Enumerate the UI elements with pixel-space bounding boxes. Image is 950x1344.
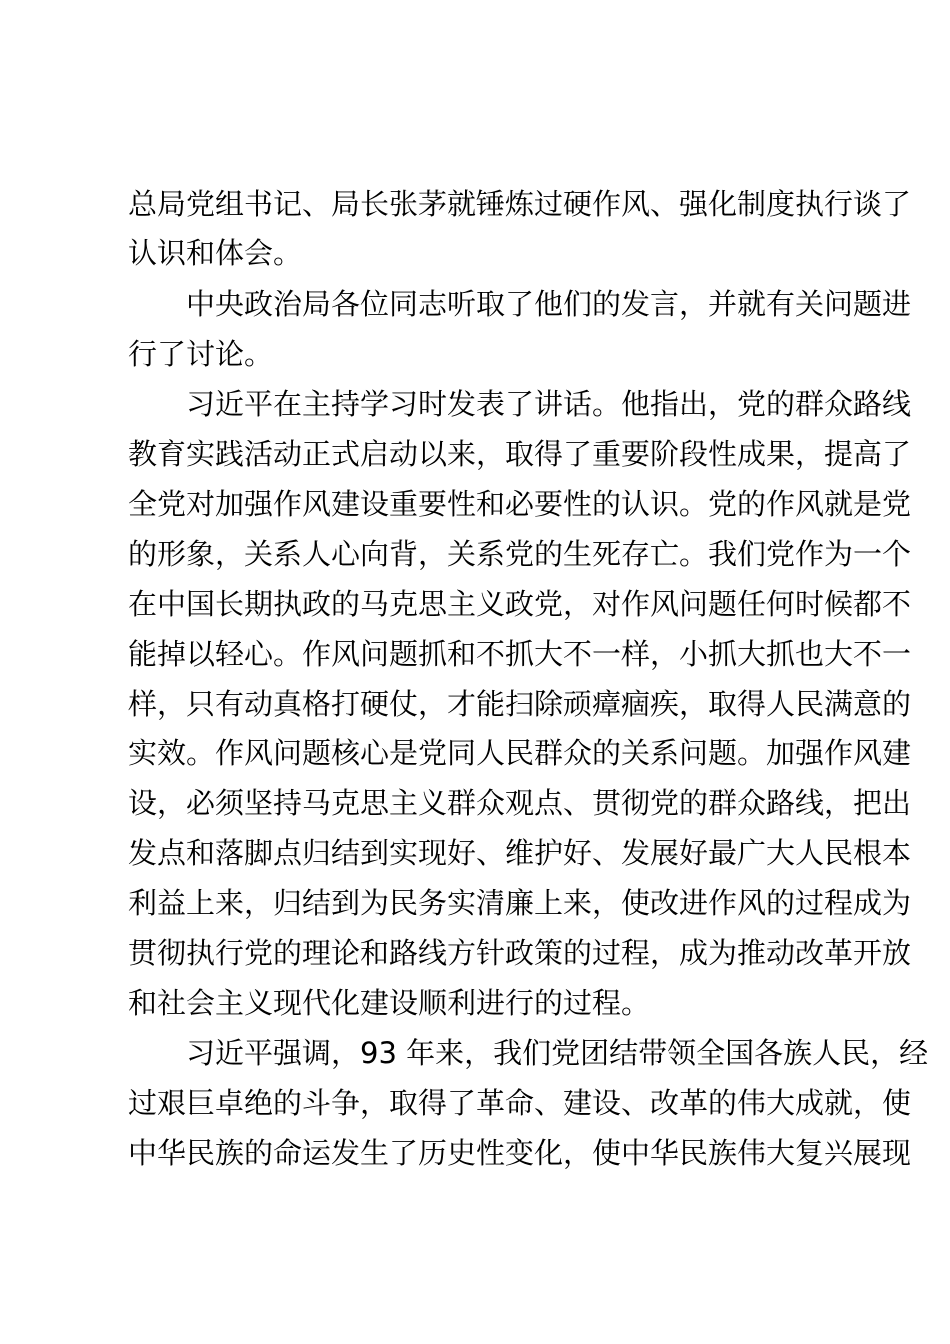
text-line: 贯彻执行党的理论和路线方针政策的过程，成为推动改革开放: [128, 936, 912, 970]
text-line: 在中国长期执政的马克思主义政党，对作风问题任何时候都不: [128, 587, 912, 621]
text-line: 行了讨论。: [128, 337, 274, 371]
text-line: 中央政治局各位同志听取了他们的发言，并就有关问题进: [186, 287, 912, 321]
text-line: 利益上来，归结到为民务实清廉上来，使改进作风的过程成为: [128, 886, 912, 920]
text-line: 的形象，关系人心向背，关系党的生死存亡。我们党作为一个: [128, 537, 912, 571]
text-line: 样，只有动真格打硬仗，才能扫除顽瘴痼疾，取得人民满意的: [128, 687, 912, 721]
text-line: 和社会主义现代化建设顺利进行的过程。: [128, 986, 651, 1020]
text-line: 实效。作风问题核心是党同人民群众的关系问题。加强作风建: [128, 736, 912, 770]
text-line: 总局党组书记、局长张茅就锤炼过硬作风、强化制度执行谈了: [128, 187, 912, 221]
text-line: 教育实践活动正式启动以来，取得了重要阶段性成果，提高了: [128, 437, 912, 471]
text-line: 习近平在主持学习时发表了讲话。他指出，党的群众路线: [186, 387, 912, 421]
text-line: 中华民族的命运发生了历史性变化，使中华民族伟大复兴展现: [128, 1136, 912, 1170]
text-line: 过艰巨卓绝的斗争，取得了革命、建设、改革的伟大成就，使: [128, 1086, 912, 1120]
text-line: 习近平强调，93 年来，我们党团结带领全国各族人民，经: [186, 1036, 929, 1070]
text-line: 能掉以轻心。作风问题抓和不抓大不一样，小抓大抓也大不一: [128, 637, 912, 671]
text-line: 认识和体会。: [128, 236, 303, 270]
text-line: 发点和落脚点归结到实现好、维护好、发展好最广大人民根本: [128, 836, 912, 870]
text-line: 设，必须坚持马克思主义群众观点、贯彻党的群众路线，把出: [128, 786, 912, 820]
text-line: 全党对加强作风建设重要性和必要性的认识。党的作风就是党: [128, 487, 912, 521]
